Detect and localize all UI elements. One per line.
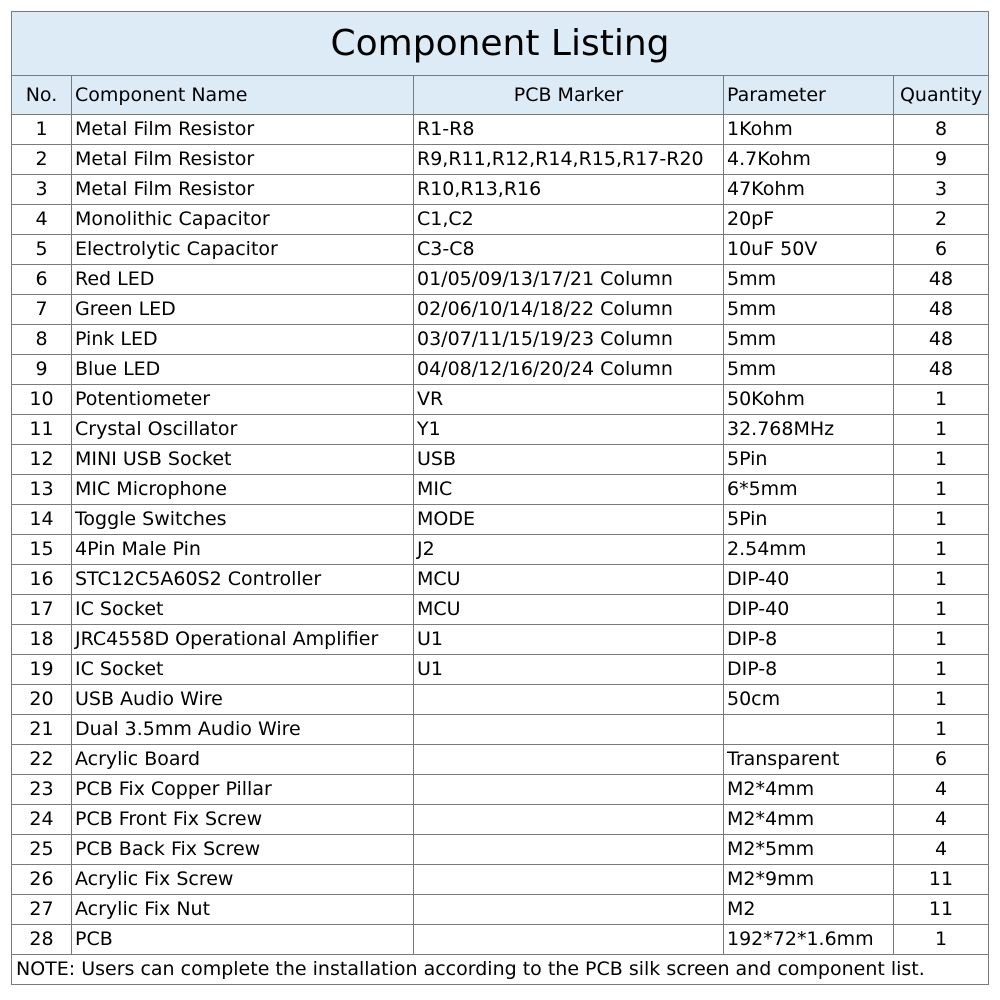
- cell-parameter: DIP-40: [724, 565, 894, 595]
- cell-component-name: Green LED: [72, 295, 414, 325]
- table-row: [12, 865, 989, 895]
- cell-no: 10: [12, 385, 72, 415]
- table-row: [12, 895, 989, 925]
- cell-component-name: Red LED: [72, 265, 414, 295]
- cell-parameter: DIP-8: [724, 655, 894, 685]
- cell-no: 7: [12, 295, 72, 325]
- table-row: [12, 505, 989, 535]
- cell-no: 9: [12, 355, 72, 385]
- cell-pcb-marker: [414, 715, 724, 745]
- table-row: [12, 685, 989, 715]
- cell-quantity: 1: [894, 445, 989, 475]
- cell-component-name: Blue LED: [72, 355, 414, 385]
- cell-quantity: 8: [894, 115, 989, 145]
- cell-parameter: 5Pin: [724, 505, 894, 535]
- cell-parameter: M2: [724, 895, 894, 925]
- cell-pcb-marker: R10,R13,R16: [414, 175, 724, 205]
- cell-pcb-marker: C1,C2: [414, 205, 724, 235]
- table-row: [12, 715, 989, 745]
- cell-quantity: 48: [894, 355, 989, 385]
- table-row: [12, 805, 989, 835]
- table-row: [12, 325, 989, 355]
- cell-parameter: 2.54mm: [724, 535, 894, 565]
- header-row: [12, 76, 989, 115]
- header-no: No.: [12, 76, 72, 115]
- cell-component-name: Acrylic Fix Screw: [72, 865, 414, 895]
- cell-quantity: 48: [894, 265, 989, 295]
- table-row: [12, 355, 989, 385]
- cell-quantity: 1: [894, 535, 989, 565]
- cell-parameter: 6*5mm: [724, 475, 894, 505]
- title-row: [12, 12, 989, 76]
- cell-pcb-marker: 04/08/12/16/20/24 Column: [414, 355, 724, 385]
- table-row: [12, 265, 989, 295]
- cell-component-name: Potentiometer: [72, 385, 414, 415]
- cell-component-name: PCB Front Fix Screw: [72, 805, 414, 835]
- cell-parameter: 20pF: [724, 205, 894, 235]
- table-title: Component Listing: [12, 12, 989, 76]
- cell-quantity: 1: [894, 625, 989, 655]
- table-row: [12, 415, 989, 445]
- cell-pcb-marker: C3-C8: [414, 235, 724, 265]
- cell-no: 23: [12, 775, 72, 805]
- cell-no: 16: [12, 565, 72, 595]
- cell-quantity: 48: [894, 325, 989, 355]
- table-row: [12, 745, 989, 775]
- cell-pcb-marker: [414, 925, 724, 955]
- cell-component-name: Crystal Oscillator: [72, 415, 414, 445]
- cell-quantity: 1: [894, 565, 989, 595]
- cell-component-name: IC Socket: [72, 595, 414, 625]
- cell-component-name: Dual 3.5mm Audio Wire: [72, 715, 414, 745]
- cell-no: 6: [12, 265, 72, 295]
- cell-quantity: 4: [894, 805, 989, 835]
- cell-component-name: PCB Back Fix Screw: [72, 835, 414, 865]
- table-row: [12, 625, 989, 655]
- cell-no: 2: [12, 145, 72, 175]
- cell-quantity: 3: [894, 175, 989, 205]
- cell-component-name: Metal Film Resistor: [72, 175, 414, 205]
- table-row: [12, 235, 989, 265]
- cell-parameter: M2*5mm: [724, 835, 894, 865]
- cell-component-name: IC Socket: [72, 655, 414, 685]
- cell-no: 5: [12, 235, 72, 265]
- cell-component-name: PCB Fix Copper Pillar: [72, 775, 414, 805]
- cell-component-name: Monolithic Capacitor: [72, 205, 414, 235]
- component-table: [11, 11, 989, 985]
- cell-quantity: 11: [894, 895, 989, 925]
- cell-no: 21: [12, 715, 72, 745]
- cell-pcb-marker: MCU: [414, 565, 724, 595]
- cell-quantity: 1: [894, 475, 989, 505]
- component-listing-sheet: [11, 11, 988, 985]
- installation-note: NOTE: Users can complete the installation according to the PCB silk screen and component list.: [12, 955, 989, 985]
- cell-no: 19: [12, 655, 72, 685]
- cell-component-name: Toggle Switches: [72, 505, 414, 535]
- table-row: [12, 115, 989, 145]
- table-row: [12, 925, 989, 955]
- cell-quantity: 6: [894, 745, 989, 775]
- cell-parameter: 1Kohm: [724, 115, 894, 145]
- cell-no: 8: [12, 325, 72, 355]
- cell-pcb-marker: U1: [414, 625, 724, 655]
- cell-parameter: 10uF 50V: [724, 235, 894, 265]
- header-quantity: Quantity: [894, 76, 989, 115]
- table-row: [12, 565, 989, 595]
- cell-no: 20: [12, 685, 72, 715]
- cell-quantity: 48: [894, 295, 989, 325]
- cell-parameter: 5mm: [724, 265, 894, 295]
- cell-parameter: M2*4mm: [724, 805, 894, 835]
- header-component-name: Component Name: [72, 76, 414, 115]
- cell-quantity: 1: [894, 385, 989, 415]
- cell-parameter: 5mm: [724, 325, 894, 355]
- cell-component-name: Metal Film Resistor: [72, 115, 414, 145]
- cell-no: 13: [12, 475, 72, 505]
- cell-parameter: 32.768MHz: [724, 415, 894, 445]
- cell-quantity: 9: [894, 145, 989, 175]
- cell-quantity: 4: [894, 775, 989, 805]
- table-body: [12, 115, 989, 955]
- cell-pcb-marker: [414, 685, 724, 715]
- header-parameter: Parameter: [724, 76, 894, 115]
- cell-parameter: [724, 715, 894, 745]
- cell-quantity: 1: [894, 685, 989, 715]
- cell-pcb-marker: [414, 775, 724, 805]
- table-row: [12, 595, 989, 625]
- cell-quantity: 1: [894, 505, 989, 535]
- cell-no: 26: [12, 865, 72, 895]
- cell-pcb-marker: 01/05/09/13/17/21 Column: [414, 265, 724, 295]
- cell-parameter: 50cm: [724, 685, 894, 715]
- cell-parameter: 5Pin: [724, 445, 894, 475]
- table-row: [12, 385, 989, 415]
- header-pcb-marker: PCB Marker: [414, 76, 724, 115]
- cell-pcb-marker: R9,R11,R12,R14,R15,R17-R20: [414, 145, 724, 175]
- cell-parameter: DIP-40: [724, 595, 894, 625]
- cell-no: 27: [12, 895, 72, 925]
- cell-quantity: 2: [894, 205, 989, 235]
- cell-pcb-marker: [414, 805, 724, 835]
- cell-parameter: 50Kohm: [724, 385, 894, 415]
- cell-quantity: 1: [894, 655, 989, 685]
- table-row: [12, 205, 989, 235]
- cell-component-name: Metal Film Resistor: [72, 145, 414, 175]
- table-row: [12, 655, 989, 685]
- cell-no: 4: [12, 205, 72, 235]
- cell-pcb-marker: J2: [414, 535, 724, 565]
- cell-pcb-marker: MIC: [414, 475, 724, 505]
- cell-pcb-marker: U1: [414, 655, 724, 685]
- cell-component-name: PCB: [72, 925, 414, 955]
- cell-component-name: Acrylic Board: [72, 745, 414, 775]
- cell-quantity: 6: [894, 235, 989, 265]
- cell-no: 28: [12, 925, 72, 955]
- table-row: [12, 175, 989, 205]
- cell-pcb-marker: MODE: [414, 505, 724, 535]
- cell-quantity: 11: [894, 865, 989, 895]
- cell-component-name: STC12C5A60S2 Controller: [72, 565, 414, 595]
- cell-no: 12: [12, 445, 72, 475]
- cell-parameter: 4.7Kohm: [724, 145, 894, 175]
- cell-no: 11: [12, 415, 72, 445]
- cell-component-name: Acrylic Fix Nut: [72, 895, 414, 925]
- cell-component-name: JRC4558D Operational Amplifier: [72, 625, 414, 655]
- table-row: [12, 295, 989, 325]
- cell-component-name: MIC Microphone: [72, 475, 414, 505]
- cell-pcb-marker: Y1: [414, 415, 724, 445]
- table-row: [12, 535, 989, 565]
- cell-no: 24: [12, 805, 72, 835]
- cell-parameter: DIP-8: [724, 625, 894, 655]
- cell-pcb-marker: 03/07/11/15/19/23 Column: [414, 325, 724, 355]
- cell-quantity: 1: [894, 715, 989, 745]
- cell-parameter: 47Kohm: [724, 175, 894, 205]
- cell-no: 22: [12, 745, 72, 775]
- cell-quantity: 1: [894, 595, 989, 625]
- cell-no: 17: [12, 595, 72, 625]
- cell-component-name: Electrolytic Capacitor: [72, 235, 414, 265]
- table-row: [12, 835, 989, 865]
- cell-parameter: 192*72*1.6mm: [724, 925, 894, 955]
- table-row: [12, 775, 989, 805]
- cell-pcb-marker: [414, 895, 724, 925]
- cell-component-name: Pink LED: [72, 325, 414, 355]
- cell-parameter: 5mm: [724, 355, 894, 385]
- cell-no: 18: [12, 625, 72, 655]
- cell-quantity: 4: [894, 835, 989, 865]
- note-row: [12, 955, 989, 985]
- cell-quantity: 1: [894, 415, 989, 445]
- table-row: [12, 475, 989, 505]
- cell-no: 25: [12, 835, 72, 865]
- cell-parameter: M2*9mm: [724, 865, 894, 895]
- cell-no: 3: [12, 175, 72, 205]
- table-row: [12, 445, 989, 475]
- cell-parameter: 5mm: [724, 295, 894, 325]
- cell-pcb-marker: [414, 835, 724, 865]
- cell-pcb-marker: [414, 745, 724, 775]
- cell-no: 15: [12, 535, 72, 565]
- cell-pcb-marker: MCU: [414, 595, 724, 625]
- cell-component-name: MINI USB Socket: [72, 445, 414, 475]
- cell-no: 14: [12, 505, 72, 535]
- cell-pcb-marker: USB: [414, 445, 724, 475]
- cell-pcb-marker: 02/06/10/14/18/22 Column: [414, 295, 724, 325]
- cell-component-name: USB Audio Wire: [72, 685, 414, 715]
- cell-quantity: 1: [894, 925, 989, 955]
- cell-pcb-marker: R1-R8: [414, 115, 724, 145]
- cell-pcb-marker: [414, 865, 724, 895]
- cell-parameter: Transparent: [724, 745, 894, 775]
- table-row: [12, 145, 989, 175]
- cell-no: 1: [12, 115, 72, 145]
- cell-component-name: 4Pin Male Pin: [72, 535, 414, 565]
- cell-pcb-marker: VR: [414, 385, 724, 415]
- cell-parameter: M2*4mm: [724, 775, 894, 805]
